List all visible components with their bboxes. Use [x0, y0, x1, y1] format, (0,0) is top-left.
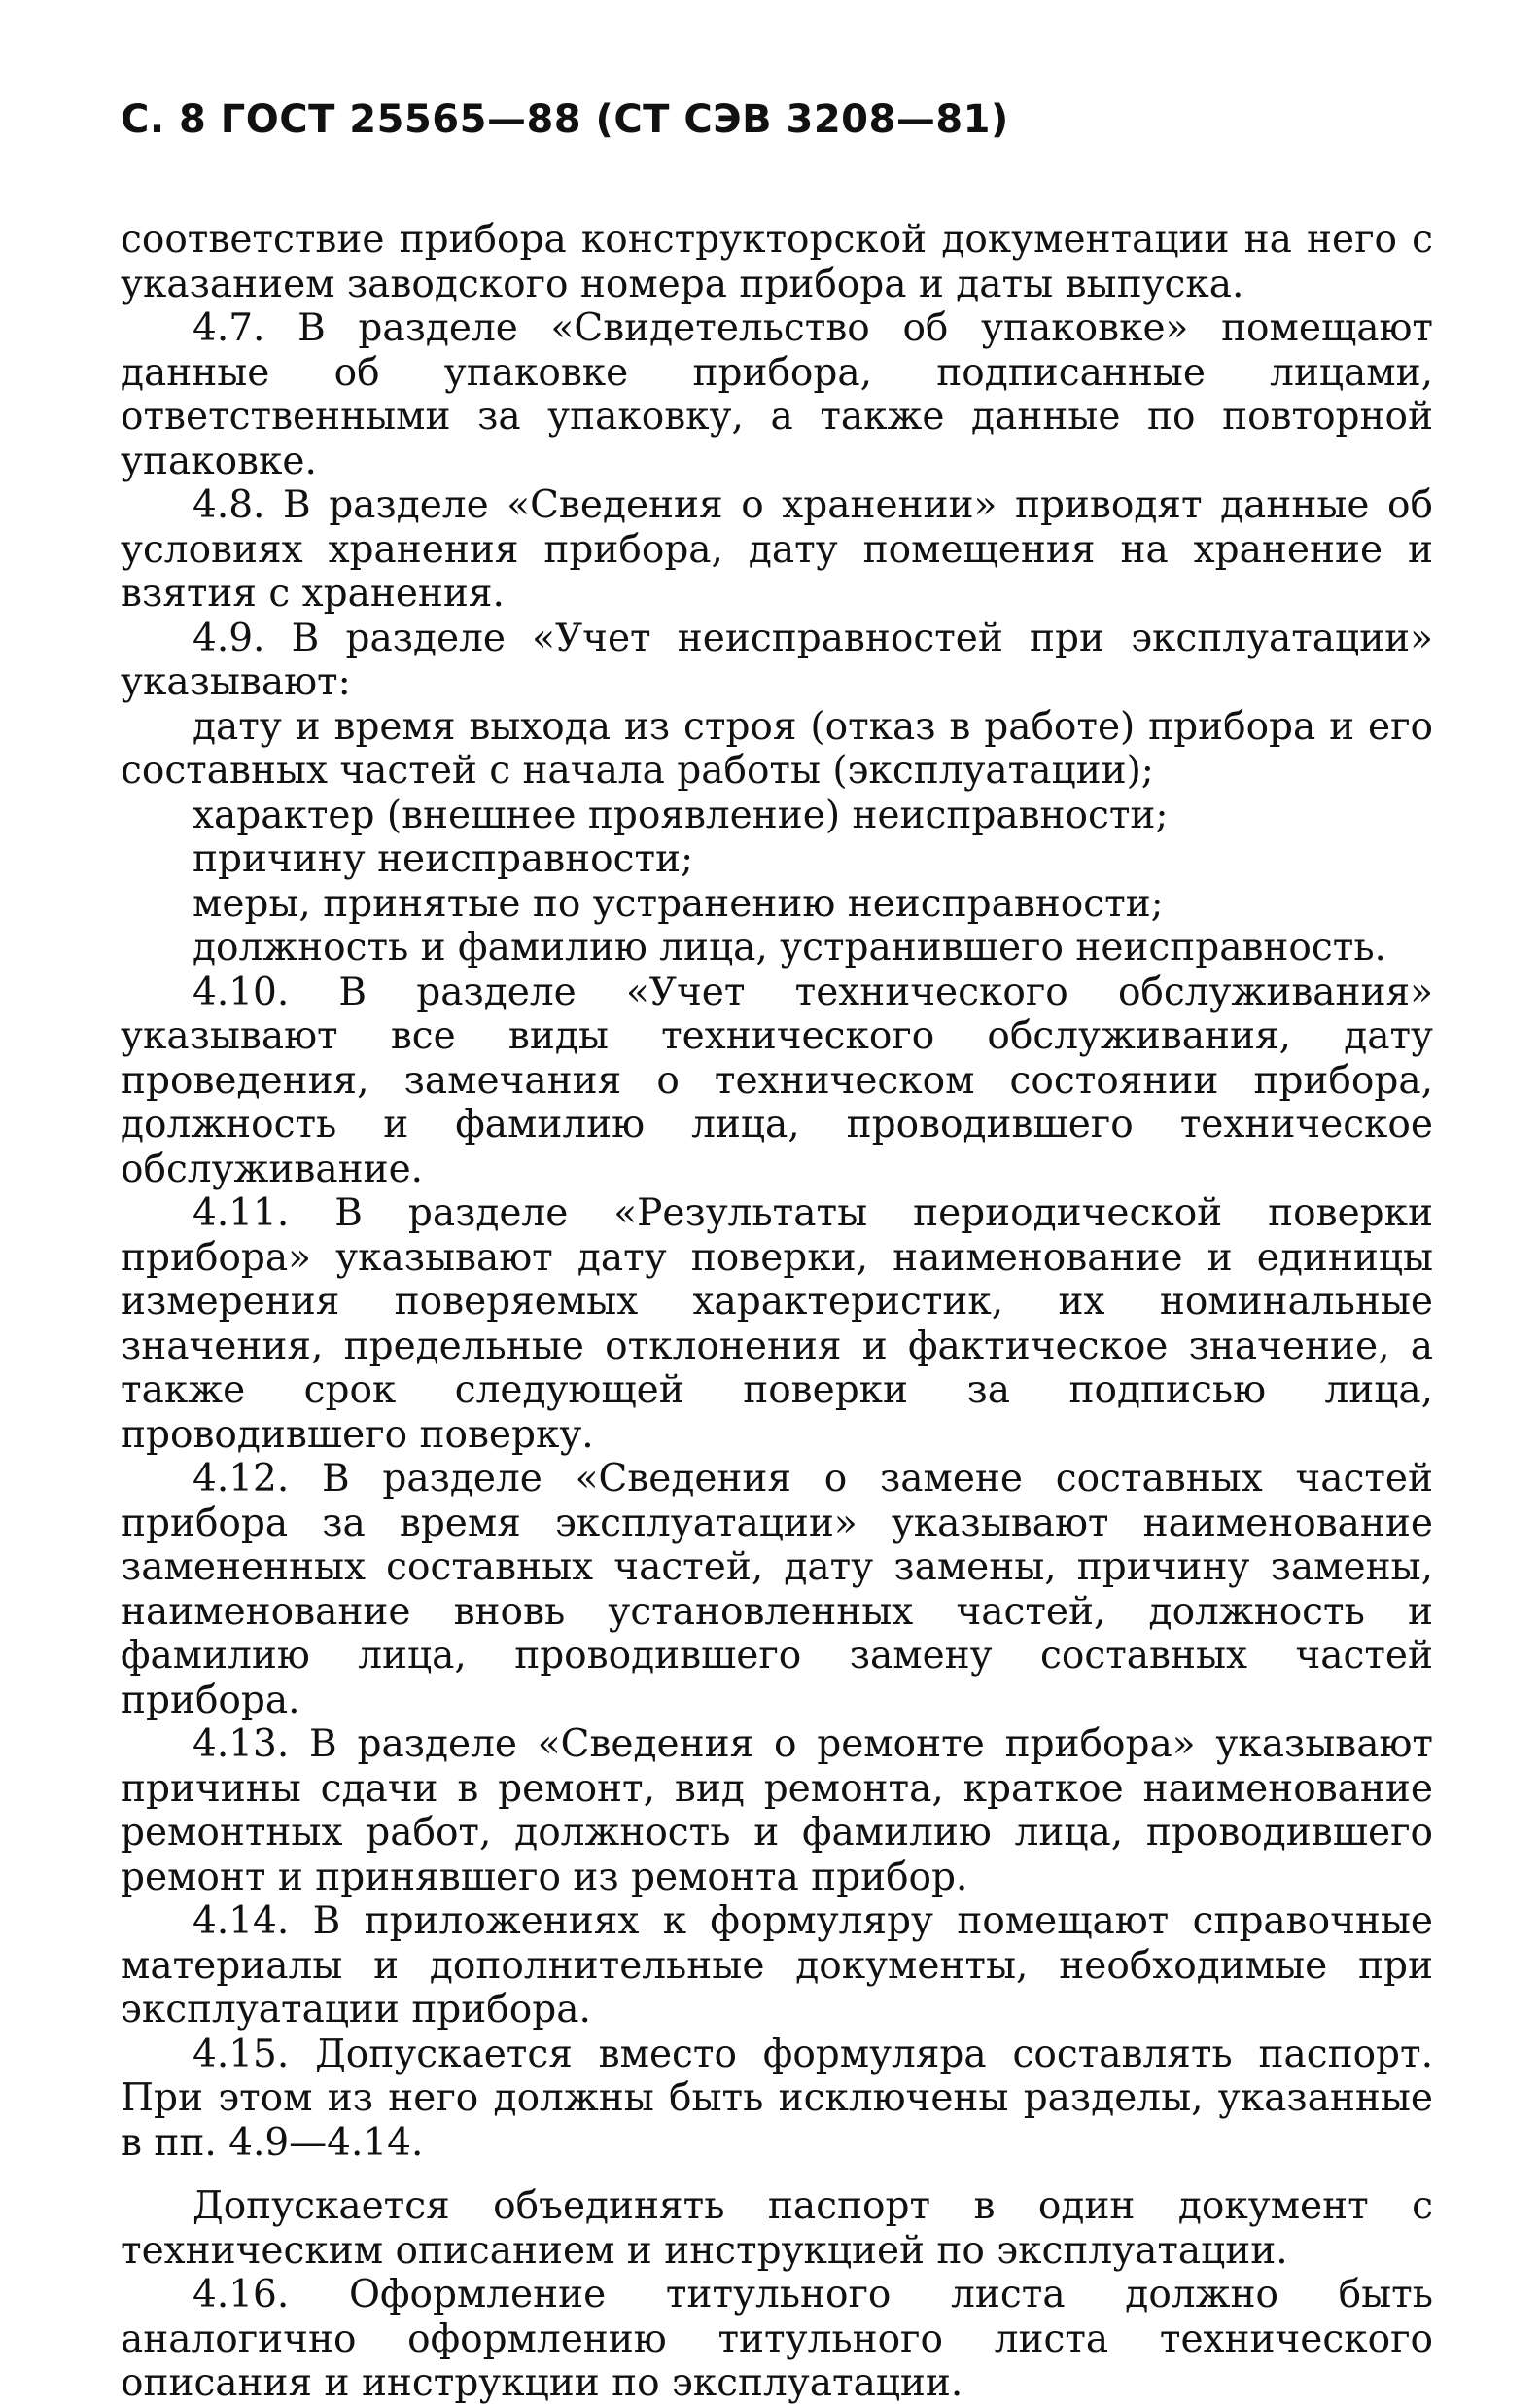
- document-body: [121, 218, 1433, 2406]
- clause-4-12: 4.12. В разделе «Сведения о замене составных частей прибора за время эксплуатации» указывают наименование замененных составных частей, дату замены, причину замены, наименование вновь установленных частей, должность и фамилию лица, проводившего замену составных частей прибора.: [121, 1457, 1433, 1722]
- clause-4-7: 4.7. В разделе «Свидетельство об упаковке» помещают данные об упаковке прибора, подписанные лицами, ответственными за упаковку, а также данные по повторной упаковке.: [121, 306, 1433, 483]
- page-header: С. 8 ГОСТ 25565—88 (СТ СЭВ 3208—81): [121, 97, 1009, 142]
- clause-4-9-item-person: должность и фамилию лица, устранившего неисправность.: [192, 926, 1386, 970]
- clause-4-15: 4.15. Допускается вместо формуляра составлять паспорт. При этом из него должны быть исключены разделы, указанные в пп. 4.9—4.14.: [121, 2032, 1433, 2165]
- clause-4-13: 4.13. В разделе «Сведения о ремонте прибора» указывают причины сдачи в ремонт, вид ремонта, краткое наименование ремонтных работ, должность и фамилию лица, проводившего ремонт и принявшего из ремонта прибор.: [121, 1722, 1433, 1899]
- clause-4-14: 4.14. В приложениях к формуляру помещают справочные материалы и дополнительные документы, необходимые при эксплуатации прибора.: [121, 1899, 1433, 2032]
- clause-4-8: 4.8. В разделе «Сведения о хранении» приводят данные об условиях хранения прибора, дату помещения на хранение и взятия с хранения.: [121, 483, 1433, 616]
- clause-4-10: 4.10. В разделе «Учет технического обслуживания» указывают все виды технического обслуживания, дату проведения, замечания о техническом состоянии прибора, должность и фамилию лица, проводившего техническое обслуживание.: [121, 970, 1433, 1191]
- clause-4-9: 4.9. В разделе «Учет неисправностей при эксплуатации» указывают:: [121, 616, 1433, 704]
- clause-4-9-item-measures: меры, принятые по устранению неисправности;: [192, 881, 1164, 926]
- clause-4-16: 4.16. Оформление титульного листа должно быть аналогично оформлению титульного листа технического описания и инструкции по эксплуатации.: [121, 2273, 1433, 2405]
- clause-4-9-item-cause: причину неисправности;: [192, 837, 694, 881]
- paragraph-continuation: соответствие прибора конструкторской документации на него с указанием заводского номера прибора и даты выпуска.: [121, 218, 1433, 306]
- clause-4-9-item-character: характер (внешнее проявление) неисправности;: [192, 793, 1169, 837]
- clause-4-9-item-date: дату и время выхода из строя (отказ в работе) прибора и его составных частей с начала работы (эксплуатации);: [121, 704, 1433, 793]
- clause-4-15-addendum: Допускается объединять паспорт в один документ с техническим описанием и инструкцией по эксплуатации.: [121, 2184, 1433, 2273]
- clause-4-11: 4.11. В разделе «Результаты периодической поверки прибора» указывают дату поверки, наименование и единицы измерения поверяемых характеристик, их номинальные значения, предельные отклонения и фактическое значение, а также срок следующей поверки за подписью лица, проводившего поверку.: [121, 1191, 1433, 1457]
